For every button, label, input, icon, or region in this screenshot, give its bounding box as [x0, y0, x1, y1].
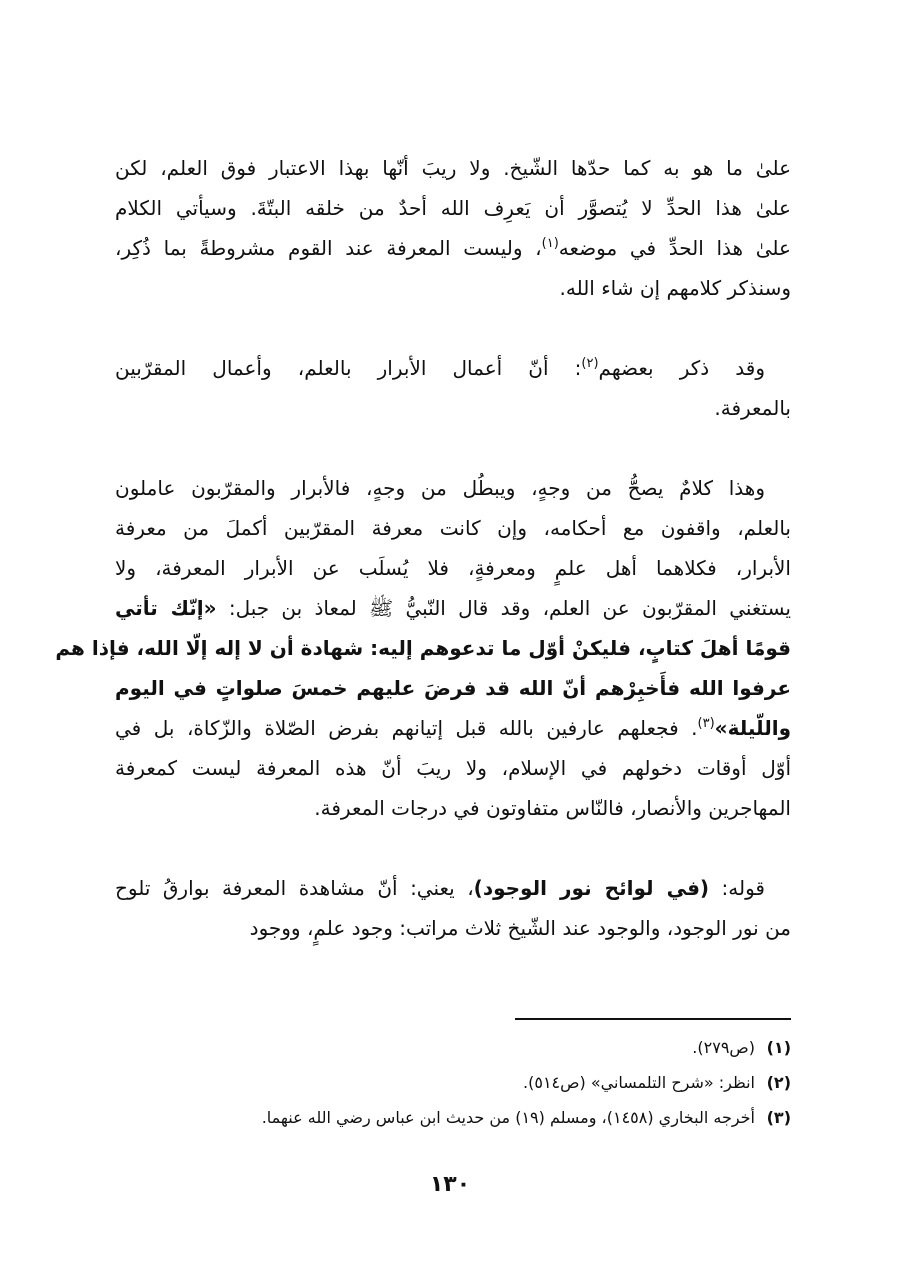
text-segment: وسنذكر كلامهم إن شاء الله. [559, 276, 791, 300]
text-line [115, 268, 791, 308]
footnote-text: انظر: «شرح التلمساني» (ص٥١٤). [523, 1073, 755, 1092]
text-line [115, 588, 791, 628]
footnote-number: (٣) [766, 1108, 791, 1127]
page-number: ١٣٠ [429, 1172, 471, 1197]
text-segment: : أنّ أعمال الأبرار بالعلم، وأعمال المقرّبين [115, 356, 582, 380]
text-line [115, 468, 791, 508]
text-segment: ، وليست المعرفة عند القوم مشروطةً بما ذُكِر، [115, 236, 542, 260]
footnote [115, 1030, 791, 1065]
text-segment: واللّيلة» [714, 716, 791, 740]
text-line [115, 668, 791, 708]
text-segment: من نور الوجود، والوجود عند الشّيخ ثلاث مراتب: وجود علمٍ، ووجود [249, 916, 791, 940]
footnote-ref: (٣) [697, 716, 715, 731]
main-text [55, 148, 792, 988]
text-segment: عرفوا الله فأَخبِرْهم أنّ الله قد فرضَ عليهم خمسَ صلواتٍ في اليوم [115, 676, 791, 700]
footnotes [115, 1030, 791, 1135]
text-line [115, 908, 791, 948]
footnote [115, 1065, 791, 1100]
paragraph [115, 148, 791, 308]
footnote-divider [515, 1018, 791, 1020]
text-line [115, 228, 791, 268]
text-line [115, 708, 791, 748]
text-segment: وهذا كلامٌ يصحُّ من وجهٍ، ويبطُل من وجهٍ، فالأبرار والمقرّبون عاملون [115, 476, 765, 500]
text-segment: المهاجرين والأنصار، فالنّاس متفاوتون في درجات المعرفة. [314, 796, 791, 820]
text-segment: «إنّك تأتي [115, 596, 217, 620]
text-segment: . فجعلهم عارفين بالله قبل إتيانهم بفرض الصّلاة والزّكاة، بل في [115, 716, 698, 740]
text-line [55, 628, 791, 668]
text-line [115, 748, 791, 788]
text-line [115, 868, 791, 908]
text-line [115, 188, 791, 228]
paragraph [55, 468, 792, 828]
text-line [115, 148, 791, 188]
footnote-ref: (٢) [581, 356, 599, 371]
text-segment: الأبرار، فكلاهما أهل علمٍ ومعرفةٍ، فلا يُسلَب عن الأبرار المعرفة، ولا [115, 556, 791, 580]
text-segment: قومًا أهلَ كتابٍ، فليكنْ أوّل ما تدعوهم إليه: شهادة أن لا إله إلّا الله، فإذا هم [55, 636, 791, 660]
footnote-number: (١) [766, 1038, 791, 1057]
text-segment: وقد ذكر بعضهم [598, 356, 766, 380]
text-segment: علىٰ ما هو به كما حدّها الشّيخ. ولا ريبَ أنّها بهذا الاعتبار فوق العلم، لكن [115, 156, 791, 180]
footnote-ref: (١) [541, 236, 559, 251]
paragraph [115, 348, 791, 428]
text-segment: بالعلم، واقفون مع أحكامه، وإن كانت معرفة المقرّبين أكملَ من معرفة [115, 516, 791, 540]
paragraph [115, 868, 791, 948]
text-segment: (في لوائح نور الوجود) [473, 876, 710, 900]
footnote-text: (ص٢٧٩). [692, 1038, 755, 1057]
text-segment: قوله: [709, 876, 765, 900]
text-line [115, 508, 791, 548]
text-segment: علىٰ هذا الحدِّ لا يُتصوَّر أن يَعرِف الله أحدٌ من خلقه البتّةَ. وسيأتي الكلام [115, 196, 791, 220]
footnote [115, 1100, 791, 1135]
footnote-text: أخرجه البخاري (١٤٥٨)، ومسلم (١٩) من حديث ابن عباس رضي الله عنهما. [261, 1108, 755, 1127]
text-segment: بالمعرفة. [714, 396, 791, 420]
text-segment: يستغني المقرّبون عن العلم، وقد قال النّبيُّ ﷺ لمعاذ بن جبل: [216, 596, 792, 620]
text-line [115, 788, 791, 828]
footnote-number: (٢) [766, 1073, 791, 1092]
text-segment: أوّل أوقات دخولهم في الإسلام، ولا ريبَ أنّ هذه المعرفة ليست كمعرفة [115, 756, 791, 780]
text-line [115, 388, 791, 428]
text-line [115, 548, 791, 588]
text-segment: علىٰ هذا الحدِّ في موضعه [558, 236, 791, 260]
text-segment: ، يعني: أنّ مشاهدة المعرفة بوارقُ تلوح [115, 876, 474, 900]
text-line [115, 348, 791, 388]
